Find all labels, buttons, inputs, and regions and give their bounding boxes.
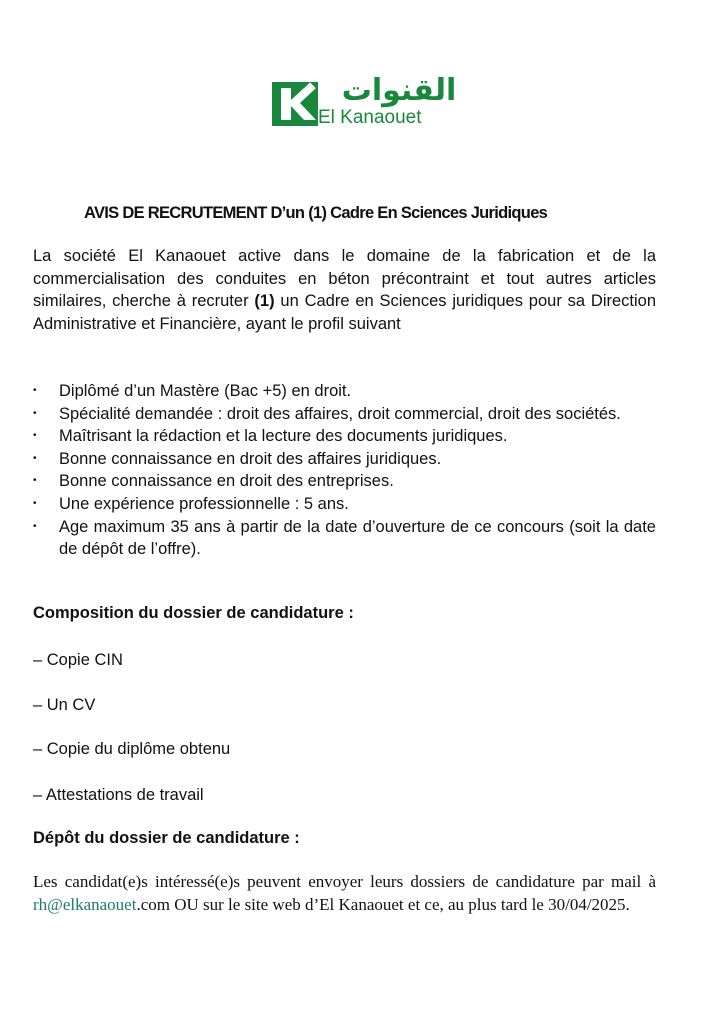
list-item: • Maîtrisant la rédaction et la lecture des documents juridiques.: [33, 425, 656, 448]
logo-latin-name: El Kanaouet: [318, 107, 422, 128]
page-title: AVIS DE RECRUTEMENT D’un (1) Cadre En Sciences Juridiques: [84, 204, 548, 222]
list-item: • Une expérience professionnelle : 5 ans.: [33, 493, 656, 516]
company-logo: [272, 73, 472, 132]
depot-text-start: Les candidat(e)s intéressé(e)s peuvent envoyer leurs dossiers de candidature par mail à: [33, 872, 656, 891]
list-item: – Copie CIN: [33, 651, 123, 669]
composition-heading: Composition du dossier de candidature :: [33, 604, 354, 622]
list-item: – Copie du diplôme obtenu: [33, 740, 231, 758]
k-logo-icon: [272, 82, 318, 126]
intro-paragraph: [33, 245, 656, 335]
depot-paragraph: [33, 871, 656, 916]
intro-count: (1): [254, 292, 275, 310]
depot-text-end: .com OU sur le site web d’El Kanaouet et ce, au plus tard le 30/04/2025.: [136, 894, 630, 914]
list-item: • Diplômé d’un Mastère (Bac +5) en droit.: [33, 380, 656, 403]
intro-text-end: un Cadre en Sciences juridiques pour sa Direction Administrative et Financière, ayant le profil suivant: [33, 292, 657, 333]
logo-arabic-name: القنوات: [341, 73, 457, 108]
intro-text-start: La société El Kanaouet active dans le domaine de la fabrication et de la commercialisation des conduites en béton précontraint et tout autres articles similaires, cherche à recruter: [33, 247, 656, 310]
list-item: – Un CV: [33, 696, 96, 714]
list-item: – Attestations de travail: [33, 786, 204, 804]
list-item: • Bonne connaissance en droit des entreprises.: [33, 470, 656, 493]
profile-list: [33, 380, 656, 561]
depot-heading: Dépôt du dossier de candidature :: [33, 829, 300, 847]
list-item: • Age maximum 35 ans à partir de la date d’ouverture de ce concours (soit la date de dépôt de l’offre).: [33, 516, 656, 561]
list-item: • Spécialité demandée : droit des affaires, droit commercial, droit des sociétés.: [33, 403, 656, 426]
list-item: • Bonne connaissance en droit des affaires juridiques.: [33, 448, 656, 471]
email-link[interactable]: rh@elkanaouet: [33, 894, 137, 914]
